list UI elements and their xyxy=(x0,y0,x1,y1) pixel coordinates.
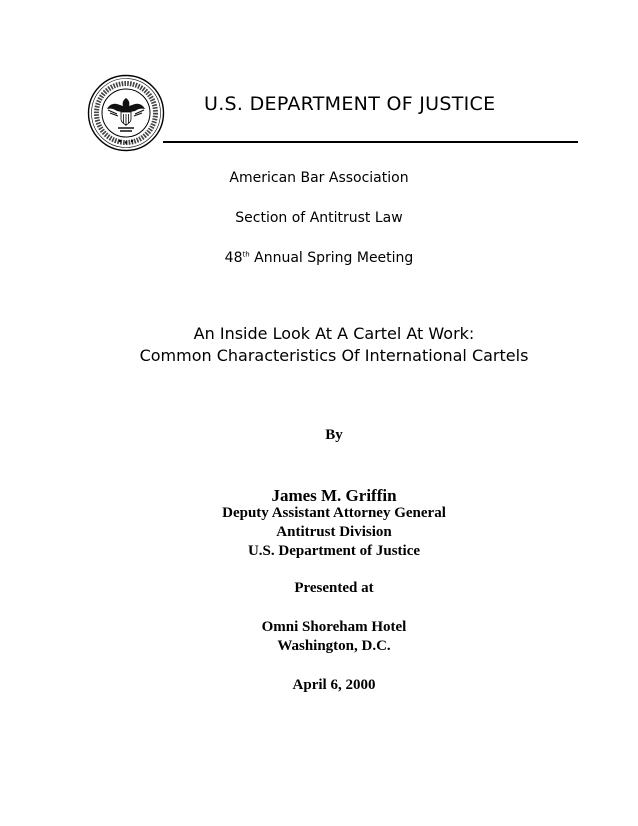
author-name: James M. Griffin xyxy=(271,486,397,505)
meeting-suffix: th xyxy=(242,250,250,259)
author-agency: U.S. Department of Justice xyxy=(247,543,421,559)
meeting-number: 48 xyxy=(224,250,243,266)
meeting-label: Annual Spring Meeting xyxy=(254,250,414,266)
talk-title-line2: Common Characteristics Of International Cartels xyxy=(139,346,529,365)
author-position: Deputy Assistant Attorney General xyxy=(222,505,446,521)
meeting-name xyxy=(0,250,638,266)
doj-seal-icon xyxy=(87,74,165,152)
byline-by: By xyxy=(325,427,343,443)
venue-city: Washington, D.C. xyxy=(277,638,391,654)
department-title: U.S. DEPARTMENT OF JUSTICE xyxy=(204,93,496,115)
header-rule xyxy=(163,141,578,143)
venue-name: Omni Shoreham Hotel xyxy=(261,619,407,635)
organization-name: American Bar Association xyxy=(229,170,409,186)
talk-title-line1: An Inside Look At A Cartel At Work: xyxy=(193,324,475,343)
author-division: Antitrust Division xyxy=(276,524,392,540)
presented-at-label: Presented at xyxy=(294,580,374,596)
presentation-date: April 6, 2000 xyxy=(292,677,376,693)
section-name: Section of Antitrust Law xyxy=(235,210,403,226)
